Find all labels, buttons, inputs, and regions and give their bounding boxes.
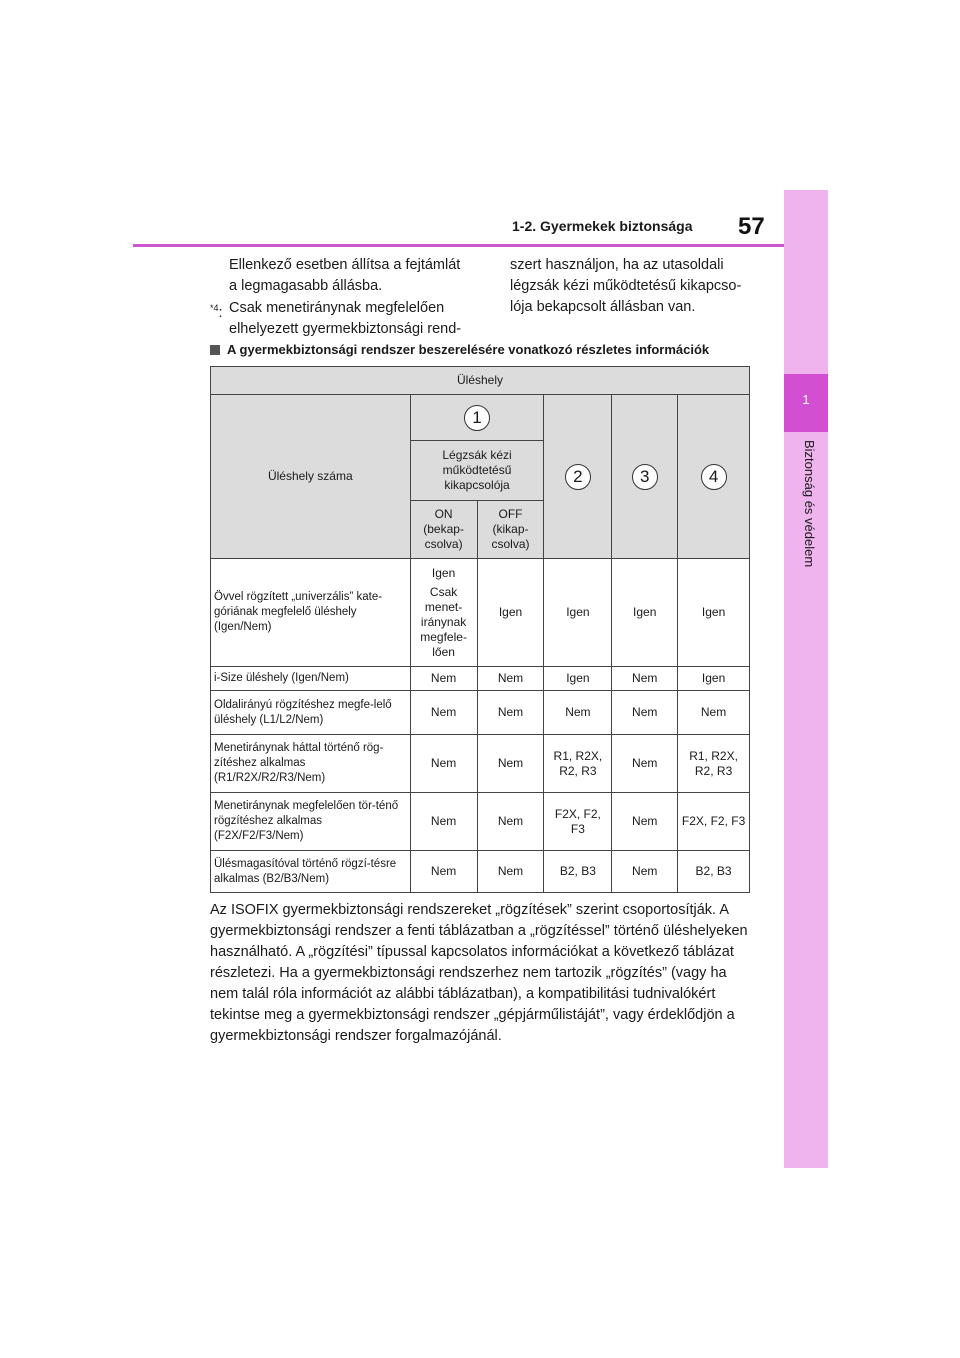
table-cell: Nem — [477, 793, 544, 851]
seat-position-table — [210, 366, 750, 893]
table-top-header: Üléshely — [211, 367, 750, 395]
table-cell: Nem — [410, 851, 477, 893]
airbag-on-label: ON (bekap-csolva) — [410, 501, 477, 559]
table-cell: Nem — [477, 851, 544, 893]
table-cell: B2, B3 — [544, 851, 612, 893]
chapter-side-strip — [784, 190, 828, 1168]
universal-off-value: Igen — [477, 559, 544, 667]
seat-1-cell — [410, 395, 544, 441]
table-cell: Nem — [410, 793, 477, 851]
table-cell: Nem — [612, 793, 678, 851]
universal-seat2-value: Igen — [544, 559, 612, 667]
table-cell: F2X, F2, F3 — [678, 793, 750, 851]
intro-left-text: Ellenkező esetben állítsa a fejtámlát a legmagasabb állásba. — [229, 257, 461, 294]
table-cell: Nem — [410, 667, 477, 691]
row-label: Menetiránynak háttal történő rög-zítéshez alkalmas (R1/R2X/R2/R3/Nem) — [211, 735, 411, 793]
table-row — [211, 667, 750, 691]
footnote-label — [210, 298, 229, 340]
table-cell: R1, R2X, R2, R3 — [544, 735, 612, 793]
table-cell: Nem — [612, 851, 678, 893]
table-cell: B2, B3 — [678, 851, 750, 893]
universal-on-cell — [410, 559, 477, 667]
row-label: Menetiránynak megfelelően tör-ténő rögzítéshez alkalmas (F2X/F2/F3/Nem) — [211, 793, 411, 851]
universal-seat3-value: Igen — [612, 559, 678, 667]
seat-number-label: Üléshely száma — [211, 395, 411, 559]
table-cell: Nem — [612, 691, 678, 735]
table-row — [211, 851, 750, 893]
chapter-title: Biztonság és védelem — [802, 440, 817, 568]
table-cell: F2X, F2, F3 — [544, 793, 612, 851]
seat-4-icon: 4 — [701, 464, 727, 490]
section-heading — [210, 342, 709, 357]
row-label: Oldalirányú rögzítéshez megfe-lelő üléshely (L1/L2/Nem) — [211, 691, 411, 735]
footnote-mark: *4 — [210, 303, 219, 313]
universal-on-value: Igen — [431, 565, 456, 580]
universal-seat4-value: Igen — [678, 559, 750, 667]
table-cell: Nem — [410, 735, 477, 793]
intro-left-column — [210, 255, 472, 340]
seat-2-cell — [544, 395, 612, 559]
row-label: i-Size üléshely (Igen/Nem) — [211, 667, 411, 691]
table-cell: Igen — [544, 667, 612, 691]
table-cell: R1, R2X, R2, R3 — [678, 735, 750, 793]
table-row — [211, 735, 750, 793]
table-cell: Nem — [612, 735, 678, 793]
body-paragraph: Az ISOFIX gyermekbiztonsági rendszereket „rögzítések” szerint csoportosítják. A gyermekbiztonsági rendszer a fenti táblázatban a „rögzítéssel” történő üléshelyeken használható. A „rögzítési” típussal kapcsolatos információkat a következő táblázat részletezi. Ha a gyermekbiztonsági rendszerhez nem tartozik „rögzítés” (vagy ha nem talál róla információt az alábbi táblázatban), a kompatibilitási tudnivalókért tekintse meg a gyermekbiztonsági rendszer „gépjárműlistáját”, vagy érdeklődjön a gyermekbiztonsági rendszer forgalmazójánál. — [210, 902, 748, 1044]
table-row — [211, 691, 750, 735]
airbag-off-label: OFF (kikap-csolva) — [477, 501, 544, 559]
seat-2-icon: 2 — [565, 464, 591, 490]
square-bullet-icon — [210, 345, 220, 355]
table-cell: Igen — [678, 667, 750, 691]
page-number: 57 — [738, 213, 765, 240]
table-cell: Nem — [410, 691, 477, 735]
seat-4-cell — [678, 395, 750, 559]
table-cell: Nem — [477, 667, 544, 691]
seat-1-icon: 1 — [464, 405, 490, 431]
row-label: Ülésmagasítóval történő rögzí-tésre alkalmas (B2/B3/Nem) — [211, 851, 411, 893]
table-row — [211, 793, 750, 851]
intro-right-text: szert használjon, ha az utasoldali légzsák kézi működtetésű kikapcso-lója bekapcsolt állásban van. — [510, 257, 742, 315]
table-cell: Nem — [544, 691, 612, 735]
section-header-title: 1-2. Gyermekek biztonsága — [512, 218, 693, 234]
footnote-text: Csak menetiránynak megfelelően elhelyezett gyermekbiztonsági rend- — [229, 300, 462, 337]
footnote — [210, 298, 472, 340]
header-rule — [133, 244, 784, 247]
seat-3-cell — [612, 395, 678, 559]
section-heading-text: A gyermekbiztonsági rendszer beszerelésére vonatkozó részletes információk — [227, 342, 710, 357]
table-cell: Nem — [477, 691, 544, 735]
seat-3-icon: 3 — [632, 464, 658, 490]
chapter-number: 1 — [802, 392, 810, 407]
table-cell: Nem — [678, 691, 750, 735]
footnote-colon: : — [218, 304, 223, 321]
airbag-switch-label: Légzsák kézi működtetésű kikapcsolója — [410, 441, 544, 501]
table-cell: Nem — [477, 735, 544, 793]
table-cell: Nem — [612, 667, 678, 691]
row-label-universal: Övvel rögzített „univerzális” kate-góriának megfelelő üléshely (Igen/Nem) — [211, 559, 411, 667]
universal-on-note: Csak menet-iránynak megfele-lően — [420, 584, 467, 659]
